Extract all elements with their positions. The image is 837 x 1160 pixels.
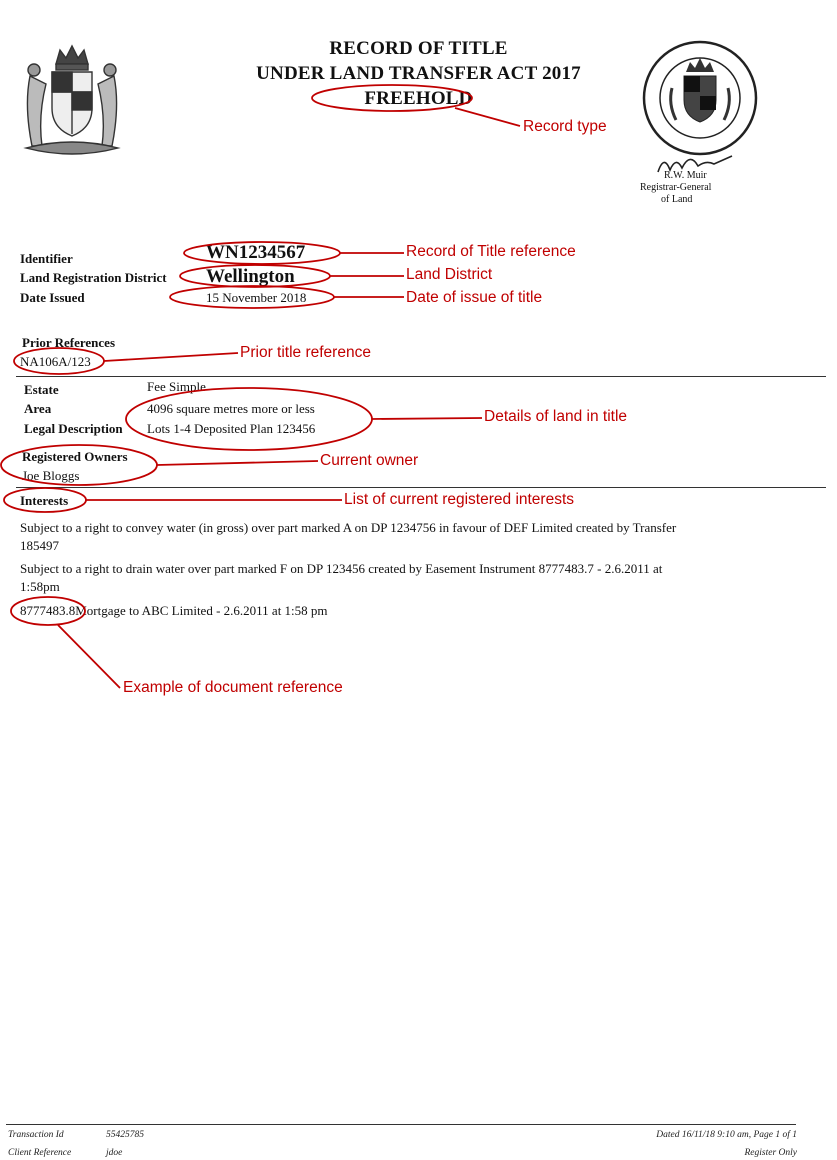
interest-item-1: Subject to a right to convey water (in gross) over part marked A on DP 1234756 in favour of DEF Limited created by Transfer 185497: [20, 520, 677, 553]
record-type-value: FREEHOLD: [364, 88, 473, 109]
document-reference: 8777483.8: [20, 603, 76, 618]
dated-page-info: Dated 16/11/18 9:10 am, Page 1 of 1: [656, 1130, 797, 1140]
signatory-title-1: Registrar-General: [640, 182, 712, 193]
annotation-date-of-issue: Date of issue of title: [406, 289, 543, 306]
district-value: Wellington: [206, 266, 295, 287]
area-label: Area: [24, 401, 52, 416]
interest-item-3-text: Mortgage to ABC Limited - 2.6.2011 at 1:58 pm: [75, 603, 328, 618]
client-reference-label: Client Reference: [8, 1148, 72, 1158]
estate-label: Estate: [24, 382, 59, 397]
legal-description-value: Lots 1-4 Deposited Plan 123456: [147, 421, 316, 436]
land-details-ellipse: [126, 388, 372, 450]
interests-ellipse: [4, 488, 86, 512]
annotation-land-details: Details of land in title: [484, 408, 628, 425]
prior-ref-connector: [104, 353, 238, 361]
annotation-prior-reference: Prior title reference: [240, 344, 371, 361]
title-ref-ellipse: [184, 242, 340, 264]
document-title-line-2: UNDER LAND TRANSFER ACT 2017: [256, 63, 581, 84]
land-details-connector: [372, 418, 482, 419]
owners-connector: [157, 461, 318, 465]
record-type-ellipse: [312, 85, 472, 111]
annotation-interests-list: List of current registered interests: [344, 491, 575, 508]
client-reference-value: jdoe: [106, 1148, 123, 1158]
prior-references-label: Prior References: [22, 335, 115, 350]
district-ellipse: [180, 265, 330, 287]
date-issued-label: Date Issued: [20, 290, 85, 305]
registered-owners-value: Joe Bloggs: [22, 468, 80, 483]
transaction-id-value: 55425785: [106, 1130, 144, 1140]
area-value: 4096 square metres more or less: [147, 401, 315, 416]
document-title-line-1: RECORD OF TITLE: [329, 38, 508, 59]
footer-divider: [6, 1124, 796, 1125]
date-issue-ellipse: [170, 286, 334, 308]
legal-description-label: Legal Description: [24, 421, 123, 436]
date-issued-value: 15 November 2018: [206, 290, 307, 305]
record-type-connector: [455, 108, 520, 126]
doc-ref-ellipse: [11, 597, 85, 625]
register-only-label: Register Only: [744, 1148, 797, 1158]
annotation-current-owner: Current owner: [320, 452, 419, 469]
annotation-document-reference: Example of document reference: [123, 679, 343, 696]
registered-owners-label: Registered Owners: [22, 449, 128, 464]
annotation-title-reference: Record of Title reference: [406, 243, 576, 260]
identifier-label: Identifier: [20, 251, 73, 266]
transaction-id-label: Transaction Id: [8, 1130, 64, 1140]
interests-label: Interests: [20, 493, 69, 508]
estate-value: Fee Simple: [147, 379, 206, 394]
interest-item-2: Subject to a right to drain water over part marked F on DP 123456 created by Easement Instrument 8777483.7 - 2.6.2011 at 1:58pm: [20, 561, 663, 594]
signatory-title-2: of Land: [661, 194, 693, 205]
owners-ellipse: [1, 445, 157, 485]
identifier-value: WN1234567: [206, 242, 306, 263]
annotation-land-district: Land District: [406, 266, 493, 283]
district-label: Land Registration District: [20, 270, 167, 285]
prior-references-value: NA106A/123: [20, 354, 91, 369]
doc-ref-connector: [58, 625, 120, 688]
annotation-record-type: Record type: [523, 118, 607, 135]
prior-ref-ellipse: [14, 348, 104, 374]
signatory-name: R.W. Muir: [664, 170, 707, 181]
